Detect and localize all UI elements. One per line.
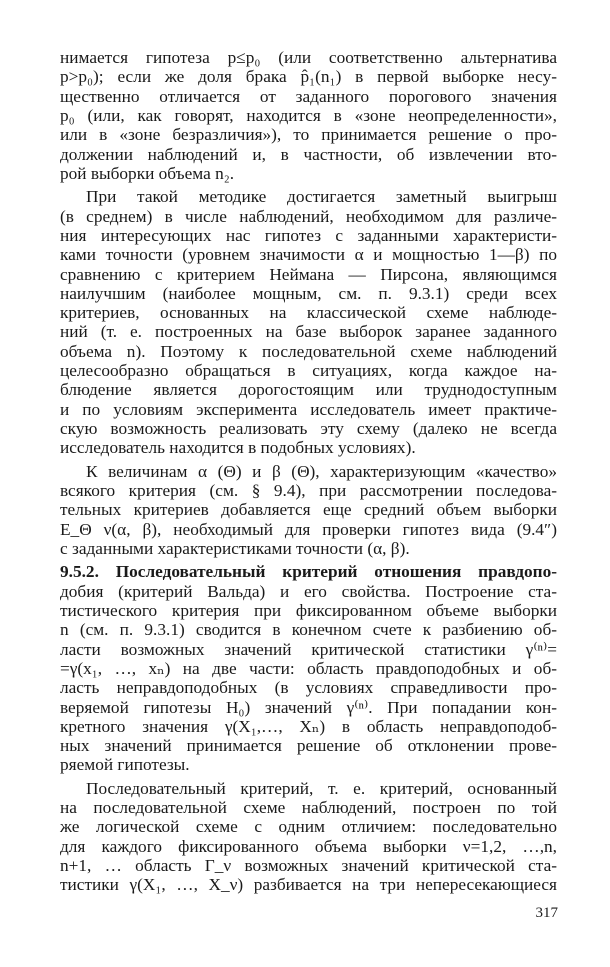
text-line: всякого критерия (см. § 9.4), при рассмотрении последова- [60,481,557,500]
paragraph-first-line: При такой методике достигается заметный выигрыш [86,187,557,206]
section-heading: 9.5.2. Последовательный критерий отношения правдопо- [60,562,557,581]
text-line: тистического критерия при фиксированном объеме выборки [60,601,557,620]
text-line: (в среднем) в числе наблюдений, необходимом для различе- [60,207,557,226]
text-line: или в «зоне безразличия»), то принимается решение о про- [60,125,557,144]
text-line: для каждого фиксированного объема выборки ν=1,2, …,n, [60,837,557,856]
text-line: блюдение является дорогостоящим или труднодоступным [60,380,557,399]
text-line: ласть неправдоподобных (в условиях справедливости про- [60,678,557,697]
text-line: добия (критерий Вальда) и его свойства. Построение ста- [60,582,557,601]
text-line: E_Θ ν(α, β), необходимый для проверки гипотез вида (9.4″) [60,520,557,539]
text-line: и по условиям эксперимента исследователь имеет практиче- [60,400,557,419]
text-line: на последовательной схеме наблюдений, построен по той [60,798,557,817]
text-line: объема n). Поэтому к последовательной схеме наблюдений [60,342,557,361]
text-line: с заданными характеристиками точности (α, β). [60,539,410,558]
text-line: целесообразно обращаться в ситуациях, когда каждое на- [60,361,557,380]
text-line: ками точности (уровнем значимости α и мощностью 1—β) по [60,245,557,264]
page-number: 317 [535,905,558,921]
text-line: скую возможность реализовать эту схему (далеко не всегда [60,419,557,438]
text-line: =γ(x₁, …, xₙ) на две части: область правдоподобных и об- [60,659,557,678]
text-line: ния интересующих нас гипотез с заданными характеристи- [60,226,557,245]
text-line: n (см. п. 9.3.1) сводится в конечном счете к разбиению об- [60,620,557,639]
text-line: наилучшим (наиболее мощным, см. п. 9.3.1) среди всех [60,284,557,303]
text-line: должении наблюдений и, в частности, об извлечении вто- [60,145,557,164]
text-line: критериев, основанных на классической схеме наблюде- [60,303,557,322]
text-line: тистики γ(X₁, …, X_ν) разбивается на три непересекающиеся [60,875,557,894]
text-line: ний (т. е. построенных на базе выборок заранее заданного [60,322,557,341]
text-line: же логической схеме с одним отличием: последовательно [60,817,557,836]
text-line: n+1, … область Γ_ν возможных значений критической ста- [60,856,557,875]
text-line: ряемой гипотезы. [60,755,190,774]
text-line: сравнению с критерием Неймана — Пирсона, являющимся [60,265,557,284]
text-line: тельных критериев добавляется еще средний объем выборки [60,500,557,519]
text-line: щественно отличается от заданного порогового значения [60,87,557,106]
text-line: исследователь находится в подобных условиях). [60,438,416,457]
paragraph-first-line: Последовательный критерий, т. е. критерий, основанный [86,779,557,798]
paragraph-first-line: К величинам α (Θ) и β (Θ), характеризующим «качество» [86,462,557,481]
text-line: рой выборки объема n₂. [60,164,235,183]
text-line: ласти возможных значений критической статистики γ⁽ⁿ⁾= [60,640,557,659]
text-line: нимается гипотеза p≤p₀ (или соответственно альтернатива [60,48,557,67]
text-line: веряемой гипотезы H₀) значений γ⁽ⁿ⁾. При попадании кон- [60,698,557,717]
text-line: p₀ (или, как говорят, находится в «зоне неопределенности», [60,106,557,125]
text-line: ных значений принимается решение об отклонении прове- [60,736,557,755]
text-line: p>p₀); если же доля брака p̂₁(n₁) в первой выборке несу- [60,67,557,86]
text-line: кретного значения γ(X₁,…, Xₙ) в область неправдоподоб- [60,717,557,736]
